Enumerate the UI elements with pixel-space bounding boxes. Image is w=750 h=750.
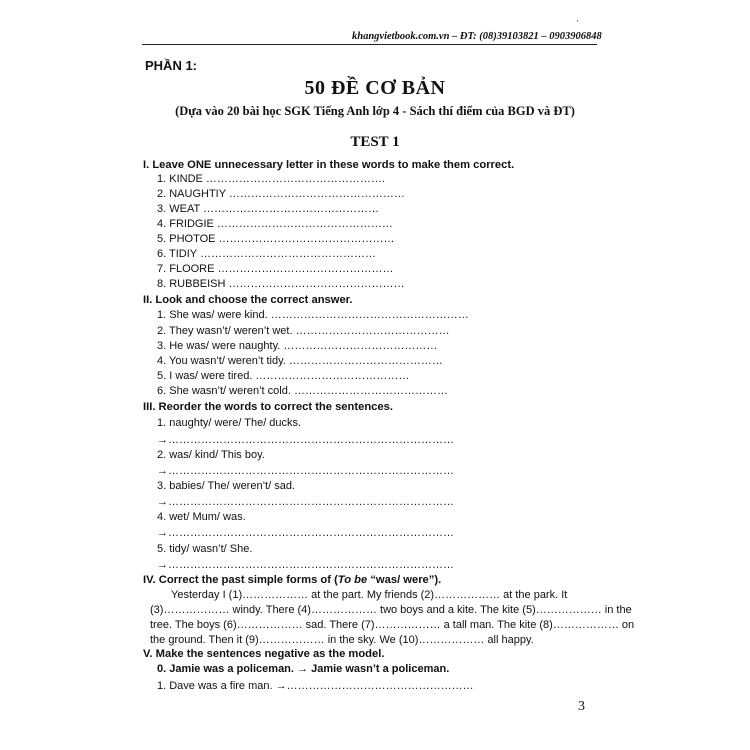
section-3-answer-line: →…………………………………………………………………… bbox=[157, 559, 454, 571]
section-1-item: 2. NAUGHTIY ………………………………………… bbox=[157, 188, 405, 200]
page-number: 3 bbox=[578, 699, 585, 714]
section-1-heading: I. Leave ONE unnecessary letter in these words to make them correct. bbox=[143, 159, 515, 171]
test-title: TEST 1 bbox=[350, 134, 400, 150]
section-1-item: 8. RUBBEISH ………………………………………… bbox=[157, 278, 405, 290]
section-1-item: 3. WEAT ………………………………………… bbox=[157, 203, 380, 215]
section-5-heading: V. Make the sentences negative as the model. bbox=[143, 648, 385, 660]
part-label: PHẦN 1: bbox=[145, 58, 198, 73]
section-2-item: 1. She was/ were kind. ……………………………………………… bbox=[157, 309, 469, 321]
section-2-heading: II. Look and choose the correct answer. bbox=[143, 294, 353, 306]
section-4-paragraph-line: tree. The boys (6)……………… sad. There (7)……………… a tall man. The kite (8)……………… on bbox=[150, 619, 635, 631]
section-2-item: 2. They wasn’t/ weren’t wet. …………………………………… bbox=[157, 325, 450, 337]
section-4-heading-emphasis: To be bbox=[337, 574, 368, 586]
section-1-item: 7. FLOORE ………………………………………… bbox=[157, 263, 394, 275]
section-3-answer-line: →…………………………………………………………………… bbox=[157, 496, 454, 508]
section-5-model-sentence: 0. Jamie was a policeman. bbox=[157, 663, 294, 675]
section-3-prompt: 3. babies/ The/ weren’t/ sad. bbox=[157, 480, 295, 492]
section-3-prompt: 5. tidy/ wasn’t/ She. bbox=[157, 543, 253, 555]
section-4-paragraph-line: the ground. Then it (9)……………… in the sky. We (10)……………… all happy. bbox=[150, 634, 534, 646]
document-title: 50 ĐỀ CƠ BẢN bbox=[304, 77, 446, 99]
section-3-prompt: 4. wet/ Mum/ was. bbox=[157, 511, 246, 523]
section-3-prompt: 1. naughty/ were/ The/ ducks. bbox=[157, 417, 302, 429]
document-subtitle: (Dựa vào 20 bài học SGK Tiếng Anh lớp 4 - Sách thí điểm của BGD và ĐT) bbox=[175, 104, 575, 118]
section-4-paragraph-line: (3)……………… windy. There (4)……………… two boys and a kite. The kite (5)……………… in the bbox=[150, 604, 632, 616]
section-2-item: 4. You wasn’t/ weren’t tidy. …………………………………… bbox=[157, 355, 443, 367]
section-2-item: 5. I was/ were tired. …………………………………… bbox=[157, 370, 410, 382]
section-1-item: 1. KINDE …………………………………………. bbox=[157, 173, 385, 185]
section-4-paragraph-line: Yesterday I (1)……………… at the part. My friends (2)……………… at the park. It bbox=[171, 589, 568, 601]
section-5-item: 1. Dave was a fire man. →…………………………………………… bbox=[157, 680, 474, 692]
section-3-answer-line: →…………………………………………………………………… bbox=[157, 527, 454, 539]
section-1-item: 4. FRIDGIE ………………………………………… bbox=[157, 218, 393, 230]
section-3-prompt: 2. was/ kind/ This boy. bbox=[157, 449, 265, 461]
section-4-heading-text: IV. Correct the past simple forms of ( bbox=[143, 574, 338, 586]
section-4-heading-tail: “was/ were”). bbox=[367, 574, 442, 586]
header-contact: khangvietbook.com.vn – ĐT: (08)39103821 – 0903906848 bbox=[352, 31, 602, 42]
section-5-model bbox=[157, 663, 449, 676]
section-2-item: 3. He was/ were naughty. …………………………………… bbox=[157, 340, 438, 352]
section-2-item: 6. She wasn’t/ weren’t cold. …………………………………… bbox=[157, 385, 448, 397]
header-rule bbox=[142, 44, 597, 45]
section-5-model-answer: → Jamie wasn’t a policeman. bbox=[297, 663, 450, 675]
corner-mark: ' bbox=[577, 19, 579, 28]
section-3-heading: III. Reorder the words to correct the sentences. bbox=[143, 401, 393, 413]
section-3-answer-line: →…………………………………………………………………… bbox=[157, 434, 454, 446]
section-1-item: 6. TIDIY ………………………………………… bbox=[157, 248, 377, 260]
section-3-answer-line: →…………………………………………………………………… bbox=[157, 465, 454, 477]
section-4-heading bbox=[143, 574, 441, 587]
section-1-item: 5. PHOTOE ………………………………………… bbox=[157, 233, 395, 245]
